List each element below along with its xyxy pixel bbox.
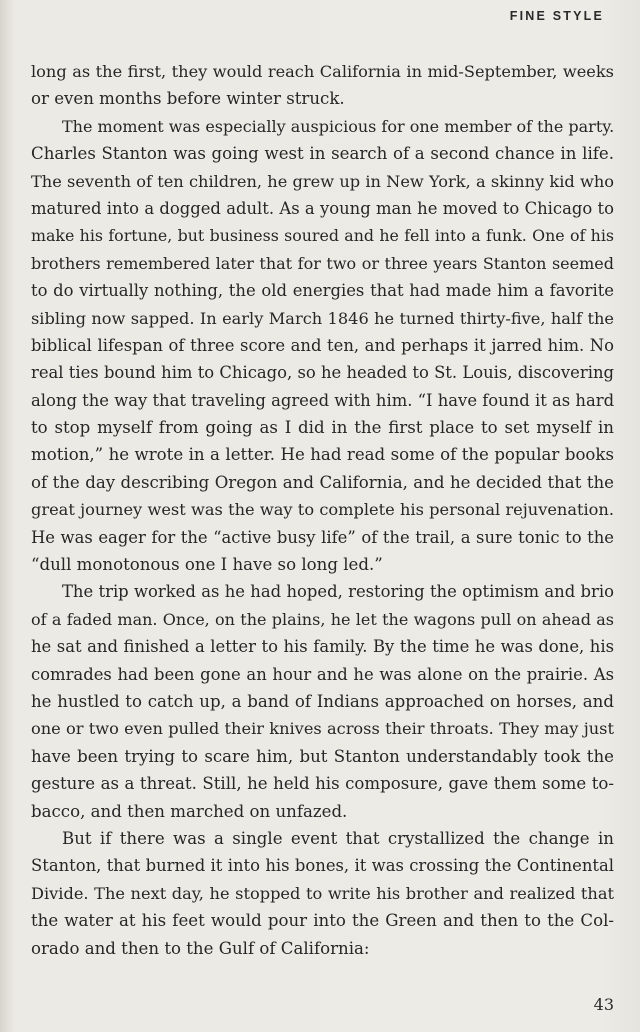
text-line: Charles Stanton was going west in search of a second chance in life. — [31, 144, 614, 164]
gutter-shadow — [0, 0, 14, 1032]
text-line: But if there was a single event that crystallized the change in — [62, 828, 614, 848]
text-line: long as the first, they would reach California in mid-September, weeks — [31, 62, 614, 81]
text-line: he hustled to catch up, a band of Indians approached on horses, and — [31, 691, 614, 711]
text-line: Stanton, that burned it into his bones, it was crossing the Continental — [31, 856, 614, 876]
text-line: one or two even pulled their knives across their throats. They may just — [31, 719, 614, 739]
text-line: “dull monotonous one I have so long led.” — [31, 555, 383, 575]
text-line: matured into a dogged adult. As a young man he moved to Chicago to — [31, 198, 614, 218]
text-line: comrades had been gone an hour and he was alone on the prairie. As — [31, 664, 614, 684]
text-line: or even months before winter struck. — [31, 89, 345, 109]
text-line: real ties bound him to Chicago, so he headed to St. Louis, discovering — [31, 363, 614, 383]
text-line: The trip worked as he had hoped, restoring the optimism and brio — [62, 582, 614, 602]
text-line: along the way that traveling agreed with him. “I have found it as hard — [31, 390, 614, 410]
text-line: the water at his feet would pour into the Green and then to the Col- — [31, 911, 614, 931]
text-line: biblical lifespan of three score and ten, and perhaps it jarred him. No — [31, 335, 614, 355]
text-line: make his fortune, but business soured and he fell into a funk. One of his — [31, 226, 614, 246]
text-line: brothers remembered later that for two or three years Stanton seemed — [31, 253, 614, 273]
text-line: orado and then to the Gulf of California: — [31, 938, 370, 958]
text-line: sibling now sapped. In early March 1846 he turned thirty-five, half the — [31, 308, 614, 328]
text-line: The seventh of ten children, he grew up in New York, a skinny kid who — [31, 171, 614, 191]
text-line: gesture as a threat. Still, he held his composure, gave them some to- — [31, 774, 614, 794]
text-line: He was eager for the “active busy life” of the trail, a sure tonic to the — [31, 527, 614, 547]
text-line: he sat and finished a letter to his family. By the time he was done, his — [31, 637, 614, 657]
text-line: to stop myself from going as I did in the first place to set myself in — [31, 418, 614, 438]
page-number: 43 — [593, 995, 614, 1014]
body-text — [31, 58, 614, 962]
text-line: bacco, and then marched on unfazed. — [31, 801, 348, 821]
text-line: to do virtually nothing, the old energies that had made him a favorite — [31, 281, 614, 301]
text-line: of a faded man. Once, on the plains, he let the wagons pull on ahead as — [31, 609, 614, 629]
running-head: FINE STYLE — [509, 9, 604, 23]
text-line: of the day describing Oregon and California, and he decided that the — [31, 472, 614, 492]
text-line: great journey west was the way to complete his personal rejuvenation. — [31, 500, 614, 520]
text-line: Divide. The next day, he stopped to write his brother and realized that — [31, 883, 614, 903]
text-line: have been trying to scare him, but Stanton understandably took the — [31, 746, 614, 766]
text-line: motion,” he wrote in a letter. He had read some of the popular books — [31, 445, 614, 465]
text-line: The moment was especially auspicious for one member of the party. — [62, 116, 614, 136]
